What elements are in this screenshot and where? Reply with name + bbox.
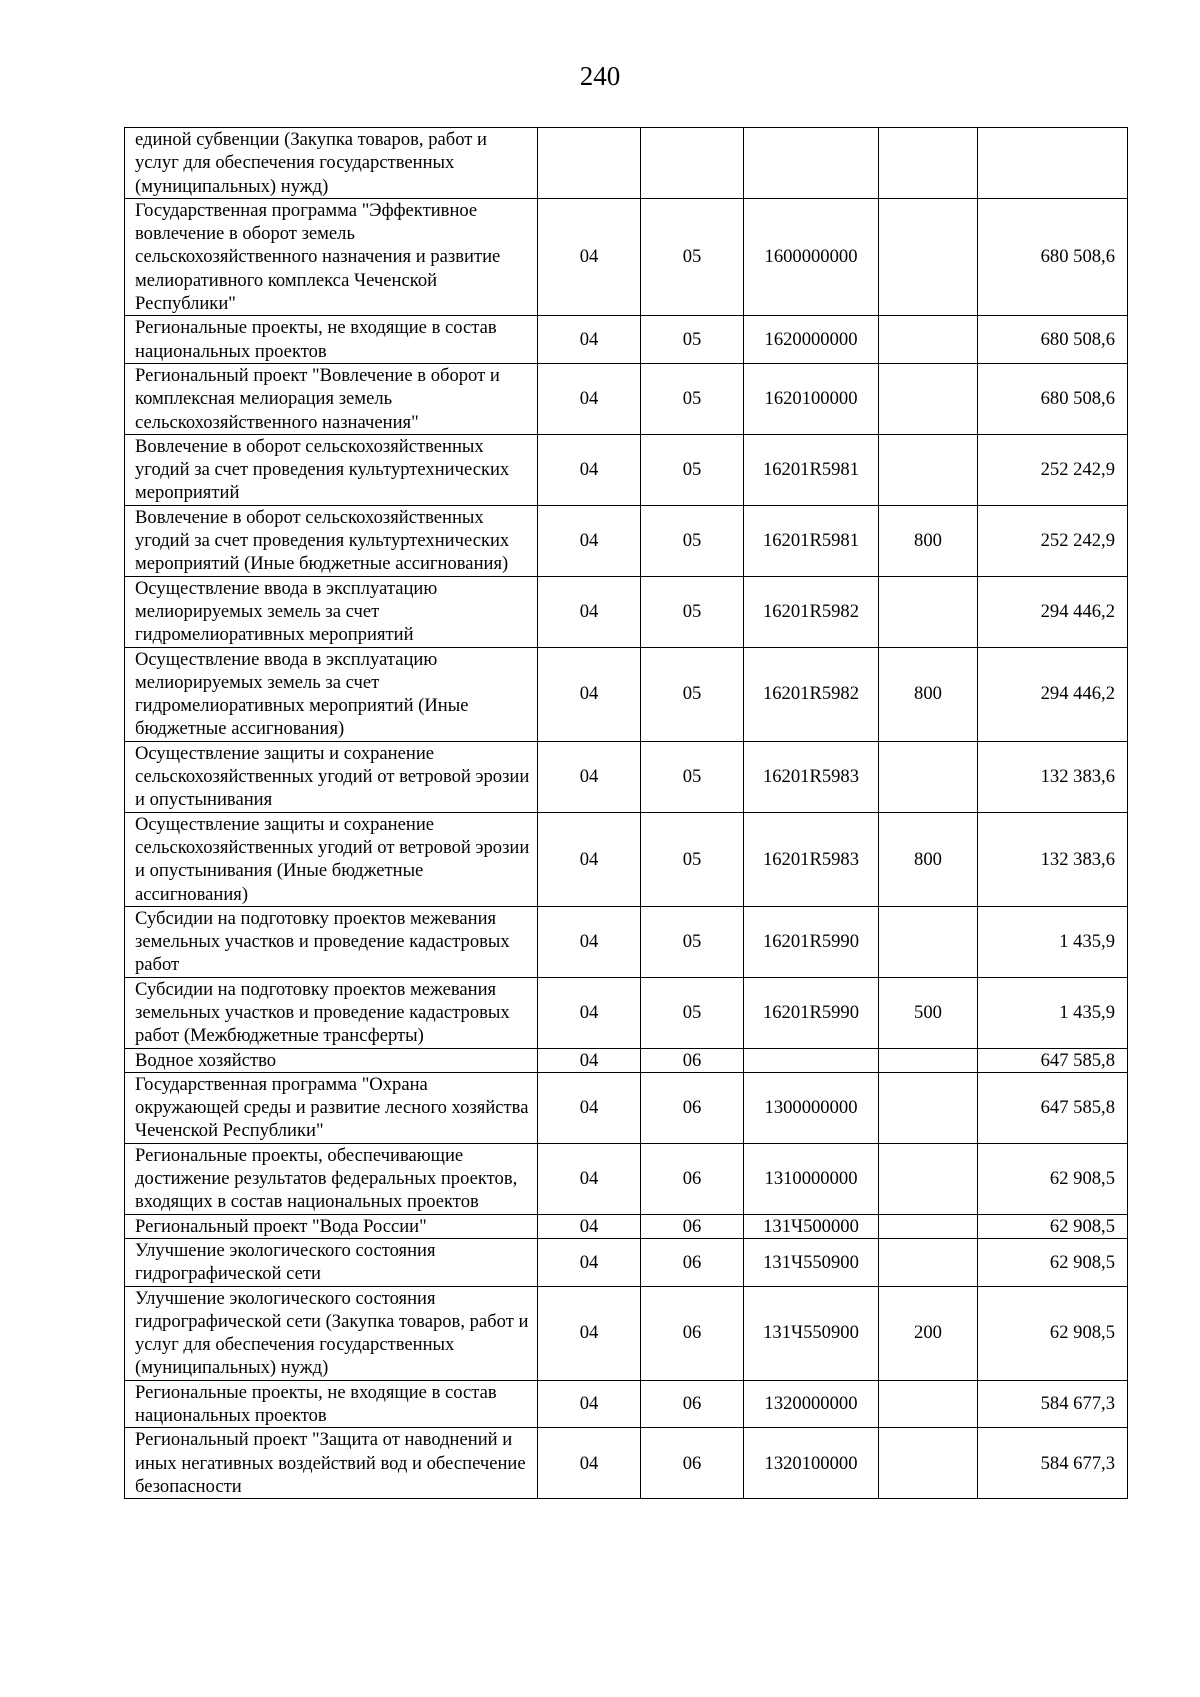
row-section-cell: 04 (538, 363, 641, 434)
row-subsection-cell: 05 (641, 198, 744, 315)
row-expense-type-cell (879, 906, 978, 977)
row-expense-type-cell (879, 363, 978, 434)
row-subsection-cell: 05 (641, 316, 744, 364)
row-name-cell: Вовлечение в оборот сельскохозяйственных угодий за счет проведения культуртехнических мероприятий (125, 434, 538, 505)
row-section-cell: 04 (538, 1143, 641, 1214)
row-subsection-cell: 06 (641, 1143, 744, 1214)
row-amount-cell: 132 383,6 (978, 741, 1128, 812)
row-name-cell: Улучшение экологического состояния гидрографической сети (Закупка товаров, работ и услуг для обеспечения государственных (муниципальных) нужд) (125, 1286, 538, 1380)
table-row (125, 434, 1128, 505)
row-section-cell: 04 (538, 505, 641, 576)
row-amount-cell: 1 435,9 (978, 977, 1128, 1048)
row-section-cell: 04 (538, 1428, 641, 1499)
row-expense-type-cell (879, 1428, 978, 1499)
row-amount-cell: 252 242,9 (978, 434, 1128, 505)
row-subsection-cell: 06 (641, 1286, 744, 1380)
row-expense-type-cell (879, 198, 978, 315)
row-name-cell: Государственная программа "Эффективное вовлечение в оборот земель сельскохозяйственного назначения и развитие мелиоративного комплекса Чеченской Республики" (125, 198, 538, 315)
table-row (125, 505, 1128, 576)
row-target-article-cell (744, 1048, 879, 1072)
row-amount-cell (978, 128, 1128, 199)
row-amount-cell: 680 508,6 (978, 363, 1128, 434)
row-target-article-cell: 16201R5990 (744, 906, 879, 977)
row-subsection-cell: 06 (641, 1072, 744, 1143)
row-name-cell: Осуществление защиты и сохранение сельскохозяйственных угодий от ветровой эрозии и опустынивания (Иные бюджетные ассигнования) (125, 812, 538, 906)
row-target-article-cell: 16201R5990 (744, 977, 879, 1048)
row-subsection-cell: 05 (641, 576, 744, 647)
row-subsection-cell: 06 (641, 1428, 744, 1499)
row-subsection-cell: 06 (641, 1214, 744, 1238)
row-expense-type-cell: 800 (879, 812, 978, 906)
row-subsection-cell: 05 (641, 812, 744, 906)
row-amount-cell: 647 585,8 (978, 1048, 1128, 1072)
row-subsection-cell: 05 (641, 906, 744, 977)
row-expense-type-cell (879, 1072, 978, 1143)
table-row (125, 741, 1128, 812)
row-subsection-cell: 05 (641, 977, 744, 1048)
row-section-cell: 04 (538, 576, 641, 647)
row-target-article-cell: 1320100000 (744, 1428, 879, 1499)
row-name-cell: Региональный проект "Вода России" (125, 1214, 538, 1238)
row-expense-type-cell (879, 1380, 978, 1428)
row-name-cell: Улучшение экологического состояния гидрографической сети (125, 1238, 538, 1286)
row-amount-cell: 584 677,3 (978, 1428, 1128, 1499)
row-amount-cell: 1 435,9 (978, 906, 1128, 977)
table-row (125, 128, 1128, 199)
row-section-cell: 04 (538, 741, 641, 812)
row-expense-type-cell (879, 1214, 978, 1238)
row-target-article-cell: 16201R5981 (744, 434, 879, 505)
table-row (125, 647, 1128, 741)
row-amount-cell: 680 508,6 (978, 198, 1128, 315)
row-name-cell: Субсидии на подготовку проектов межевания земельных участков и проведение кадастровых работ (Межбюджетные трансферты) (125, 977, 538, 1048)
row-target-article-cell: 1620100000 (744, 363, 879, 434)
table-row (125, 1048, 1128, 1072)
table-row (125, 1238, 1128, 1286)
row-amount-cell: 62 908,5 (978, 1143, 1128, 1214)
row-amount-cell: 294 446,2 (978, 576, 1128, 647)
row-section-cell: 04 (538, 1286, 641, 1380)
row-section-cell: 04 (538, 977, 641, 1048)
table-row (125, 1143, 1128, 1214)
row-target-article-cell: 1600000000 (744, 198, 879, 315)
row-target-article-cell: 131Ч550900 (744, 1286, 879, 1380)
row-target-article-cell: 1310000000 (744, 1143, 879, 1214)
budget-table (124, 127, 1128, 1499)
row-target-article-cell: 1320000000 (744, 1380, 879, 1428)
row-amount-cell: 62 908,5 (978, 1214, 1128, 1238)
row-section-cell: 04 (538, 1238, 641, 1286)
row-name-cell: единой субвенции (Закупка товаров, работ и услуг для обеспечения государственных (муниципальных) нужд) (125, 128, 538, 199)
table-row (125, 1428, 1128, 1499)
row-name-cell: Региональные проекты, не входящие в состав национальных проектов (125, 316, 538, 364)
row-expense-type-cell (879, 316, 978, 364)
row-section-cell: 04 (538, 1380, 641, 1428)
row-target-article-cell: 1620000000 (744, 316, 879, 364)
table-row (125, 1380, 1128, 1428)
table-row (125, 977, 1128, 1048)
row-amount-cell: 62 908,5 (978, 1238, 1128, 1286)
row-target-article-cell: 131Ч500000 (744, 1214, 879, 1238)
row-expense-type-cell: 500 (879, 977, 978, 1048)
row-target-article-cell: 131Ч550900 (744, 1238, 879, 1286)
row-name-cell: Осуществление защиты и сохранение сельскохозяйственных угодий от ветровой эрозии и опустынивания (125, 741, 538, 812)
row-name-cell: Осуществление ввода в эксплуатацию мелиорируемых земель за счет гидромелиоративных мероприятий (125, 576, 538, 647)
table-row (125, 316, 1128, 364)
row-name-cell: Региональные проекты, не входящие в состав национальных проектов (125, 1380, 538, 1428)
row-section-cell: 04 (538, 647, 641, 741)
table-row (125, 576, 1128, 647)
row-expense-type-cell (879, 576, 978, 647)
row-expense-type-cell (879, 1238, 978, 1286)
row-expense-type-cell (879, 741, 978, 812)
row-amount-cell: 584 677,3 (978, 1380, 1128, 1428)
row-amount-cell: 252 242,9 (978, 505, 1128, 576)
table-row (125, 812, 1128, 906)
budget-table-body (125, 128, 1128, 1499)
row-expense-type-cell: 800 (879, 505, 978, 576)
row-section-cell: 04 (538, 1048, 641, 1072)
row-target-article-cell: 16201R5982 (744, 647, 879, 741)
row-subsection-cell: 05 (641, 363, 744, 434)
row-amount-cell: 647 585,8 (978, 1072, 1128, 1143)
row-name-cell: Субсидии на подготовку проектов межевания земельных участков и проведение кадастровых работ (125, 906, 538, 977)
row-amount-cell: 680 508,6 (978, 316, 1128, 364)
table-row (125, 906, 1128, 977)
table-row (125, 1214, 1128, 1238)
row-subsection-cell: 05 (641, 647, 744, 741)
row-section-cell (538, 128, 641, 199)
row-amount-cell: 132 383,6 (978, 812, 1128, 906)
row-subsection-cell: 06 (641, 1380, 744, 1428)
row-target-article-cell: 16201R5983 (744, 812, 879, 906)
row-name-cell: Региональный проект "Вовлечение в оборот и комплексная мелиорация земель сельскохозяйственного назначения" (125, 363, 538, 434)
row-amount-cell: 294 446,2 (978, 647, 1128, 741)
row-subsection-cell: 06 (641, 1048, 744, 1072)
row-expense-type-cell: 800 (879, 647, 978, 741)
row-subsection-cell: 05 (641, 434, 744, 505)
row-expense-type-cell (879, 434, 978, 505)
row-section-cell: 04 (538, 434, 641, 505)
row-name-cell: Осуществление ввода в эксплуатацию мелиорируемых земель за счет гидромелиоративных мероприятий (Иные бюджетные ассигнования) (125, 647, 538, 741)
page-number: 240 (579, 61, 621, 91)
row-section-cell: 04 (538, 316, 641, 364)
row-subsection-cell: 05 (641, 505, 744, 576)
row-subsection-cell (641, 128, 744, 199)
row-expense-type-cell (879, 1143, 978, 1214)
table-row (125, 1072, 1128, 1143)
row-target-article-cell: 16201R5981 (744, 505, 879, 576)
row-target-article-cell: 1300000000 (744, 1072, 879, 1143)
table-row (125, 363, 1128, 434)
row-name-cell: Региональный проект "Защита от наводнений и иных негативных воздействий вод и обеспечение безопасности (125, 1428, 538, 1499)
table-row (125, 1286, 1128, 1380)
row-section-cell: 04 (538, 906, 641, 977)
row-name-cell: Вовлечение в оборот сельскохозяйственных угодий за счет проведения культуртехнических мероприятий (Иные бюджетные ассигнования) (125, 505, 538, 576)
row-section-cell: 04 (538, 1072, 641, 1143)
row-section-cell: 04 (538, 198, 641, 315)
row-name-cell: Водное хозяйство (125, 1048, 538, 1072)
row-target-article-cell: 16201R5982 (744, 576, 879, 647)
row-section-cell: 04 (538, 812, 641, 906)
row-name-cell: Региональные проекты, обеспечивающие достижение результатов федеральных проектов, входящих в состав национальных проектов (125, 1143, 538, 1214)
row-expense-type-cell (879, 1048, 978, 1072)
table-row (125, 198, 1128, 315)
row-section-cell: 04 (538, 1214, 641, 1238)
row-subsection-cell: 06 (641, 1238, 744, 1286)
row-amount-cell: 62 908,5 (978, 1286, 1128, 1380)
row-target-article-cell: 16201R5983 (744, 741, 879, 812)
row-name-cell: Государственная программа "Охрана окружающей среды и развитие лесного хозяйства Чеченской Республики" (125, 1072, 538, 1143)
row-subsection-cell: 05 (641, 741, 744, 812)
row-target-article-cell (744, 128, 879, 199)
row-expense-type-cell: 200 (879, 1286, 978, 1380)
row-expense-type-cell (879, 128, 978, 199)
